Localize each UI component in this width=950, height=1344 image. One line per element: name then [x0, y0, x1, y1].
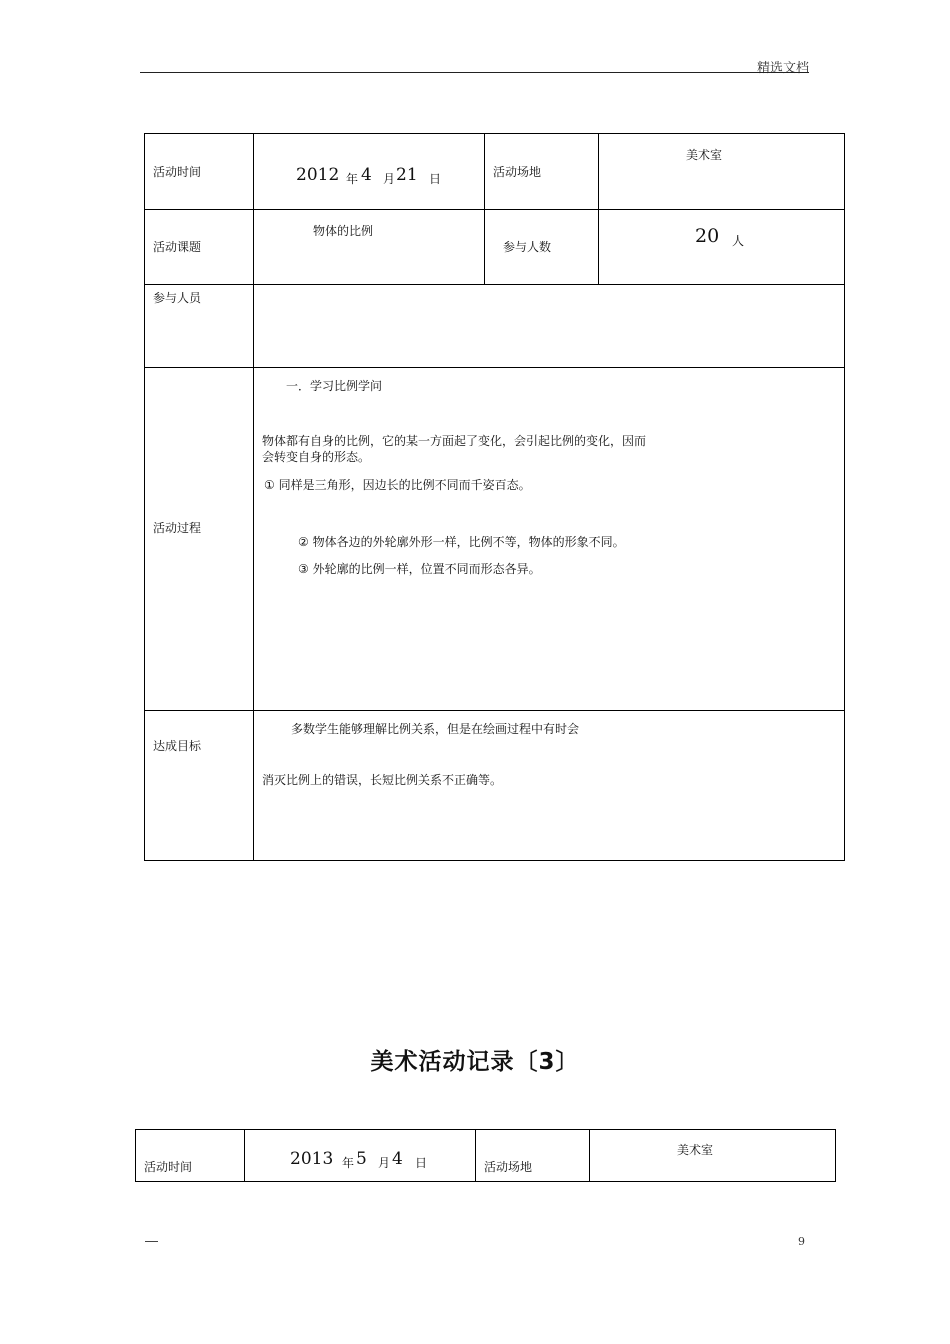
date-cell-2 [245, 1130, 476, 1182]
date-year-2: 2013 [290, 1149, 334, 1169]
venue-label-cell-2 [476, 1130, 590, 1182]
participants-label: 参与人员 [153, 291, 202, 305]
count-label-cell [485, 210, 599, 285]
header-label: 精选文档 [756, 61, 809, 76]
goal-cell [254, 711, 845, 861]
count-unit: 人 [732, 234, 745, 248]
date-month: 4 [361, 165, 372, 185]
date-month-2: 5 [356, 1149, 367, 1169]
date-year-unit-2: 年 [342, 1156, 355, 1170]
process-paragraph [262, 433, 646, 465]
venue-cell [599, 134, 845, 210]
row-process [145, 368, 845, 711]
date-day-2: 4 [392, 1149, 403, 1169]
topic-label-cell [145, 210, 254, 285]
date-year-unit: 年 [346, 172, 359, 186]
process-item-3: ③ 外轮廓的比例一样，位置不同而形态各异。 [298, 562, 541, 576]
count-cell [599, 210, 845, 285]
date-month-unit: 月 [383, 172, 396, 186]
venue-cell-2 [590, 1130, 836, 1182]
goal-label: 达成目标 [153, 739, 202, 753]
date-year: 2012 [296, 165, 340, 185]
topic-value: 物体的比例 [313, 224, 374, 238]
row-topic-count [145, 210, 845, 285]
process-cell [254, 368, 845, 711]
goal-line-2: 消灭比例上的错误，长短比例关系不正确等。 [262, 773, 503, 787]
activity-record-table-1 [144, 133, 845, 861]
venue-label-cell [485, 134, 599, 210]
time-label-cell-2 [136, 1130, 245, 1182]
time-label-2: 活动时间 [144, 1160, 193, 1174]
topic-cell [254, 210, 485, 285]
row-goal [145, 711, 845, 861]
activity-record-table-2 [135, 1129, 836, 1182]
row-participants [145, 285, 845, 368]
process-heading: 一．学习比例学问 [286, 379, 383, 393]
page-number: 9 [798, 1235, 805, 1248]
goal-line-1: 多数学生能够理解比例关系，但是在绘画过程中有时会 [291, 722, 580, 736]
row-time-venue [145, 134, 845, 210]
date-day-unit: 日 [429, 172, 442, 186]
venue-value: 美术室 [686, 148, 723, 162]
header-rule [140, 72, 809, 73]
process-paragraph-line1: 物体都有自身的比例，它的某一方面起了变化，会引起比例的变化，因而 [262, 434, 647, 448]
date-day: 21 [396, 165, 418, 185]
process-item-2: ② 物体各边的外轮廓外形一样，比例不等，物体的形象不同。 [298, 535, 625, 549]
date-month-unit-2: 月 [378, 1156, 391, 1170]
row-time-venue-2 [136, 1130, 836, 1182]
process-label-cell [145, 368, 254, 711]
topic-label: 活动课题 [153, 240, 202, 254]
process-paragraph-line2: 会转变自身的形态。 [262, 450, 371, 464]
time-label: 活动时间 [153, 165, 202, 179]
count-label: 参与人数 [503, 240, 552, 254]
process-label: 活动过程 [153, 521, 202, 535]
participants-label-cell [145, 285, 254, 368]
date-day-unit-2: 日 [415, 1156, 428, 1170]
time-label-cell [145, 134, 254, 210]
record-title: 美术活动记录〔3〕 [370, 1049, 580, 1075]
participants-cell [254, 285, 845, 368]
date-cell [254, 134, 485, 210]
goal-label-cell [145, 711, 254, 861]
process-item-1: ① 同样是三角形，因边长的比例不同而千姿百态。 [264, 478, 531, 492]
venue-value-2: 美术室 [677, 1143, 714, 1157]
footer-dash [145, 1241, 158, 1242]
count-value: 20 [695, 225, 720, 247]
venue-label-2: 活动场地 [484, 1160, 533, 1174]
venue-label: 活动场地 [493, 165, 542, 179]
